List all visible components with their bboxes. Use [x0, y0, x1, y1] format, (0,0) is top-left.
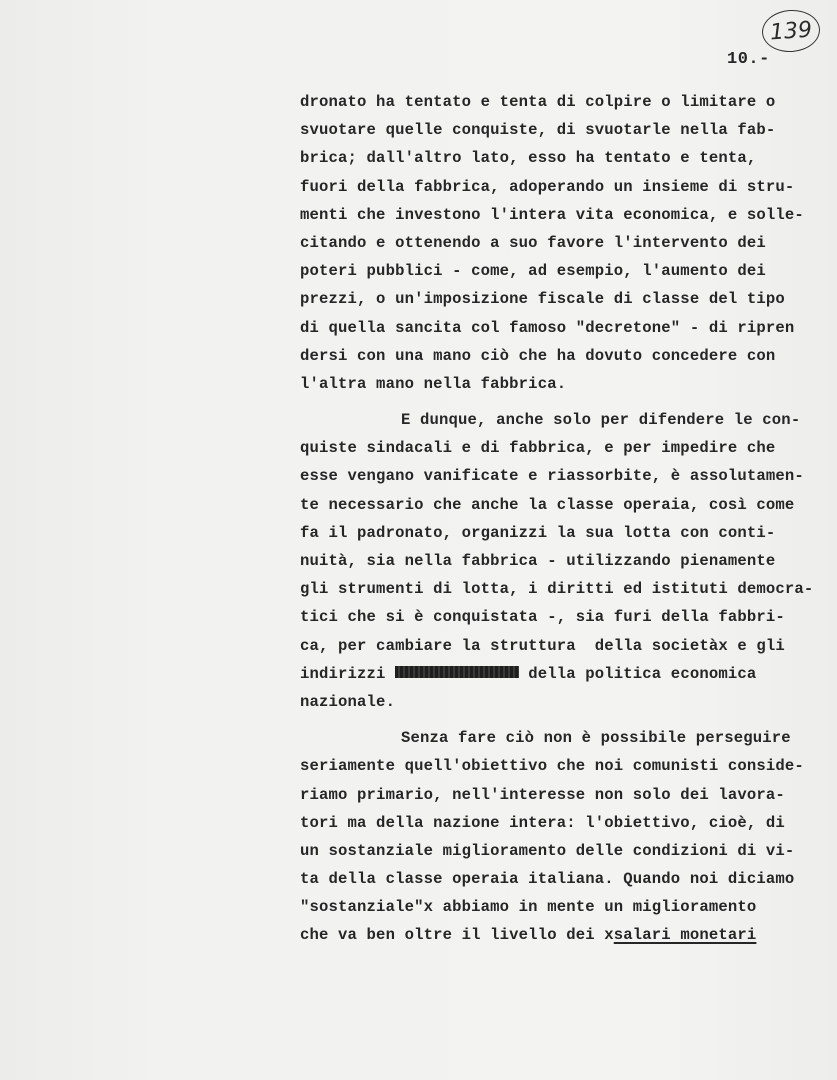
text-line: fuori della fabbrica, adoperando un insieme di stru- [300, 177, 795, 196]
text-line: gli strumenti di lotta, i diritti ed istituti democra- [300, 580, 814, 599]
struck-out-text [395, 666, 519, 678]
text-line [300, 660, 820, 688]
archive-page-stamp: 139 [761, 8, 822, 54]
text-line: seriamente quell'obiettivo che noi comunisti conside- [300, 757, 804, 776]
underlined-text: salari monetari [613, 926, 757, 945]
text-line: poteri pubblici - come, ad esempio, l'aumento dei [300, 262, 766, 281]
text-segment: della politica economica [518, 664, 757, 683]
text-line: brica; dall'altro lato, esso ha tentato e tenta, [300, 149, 757, 168]
text-line: te necessario che anche la classe operaia, così come [300, 495, 795, 514]
text-line: nazionale. [300, 692, 396, 711]
text-line: quiste sindacali e di fabbrica, e per impedire che [300, 439, 776, 458]
text-line: prezzi, o un'imposizione fiscale di classe del tipo [300, 290, 785, 309]
paragraph [300, 406, 820, 716]
text-line: ca, per cambiare la struttura della societàx e gli [300, 636, 785, 655]
text-line: dersi con una mano ciò che ha dovuto concedere con [300, 346, 776, 365]
text-line: ta della classe operaia italiana. Quando noi diciamo [300, 870, 795, 889]
typewritten-body [300, 88, 820, 950]
text-line: riamo primario, nell'interesse non solo dei lavora- [300, 785, 785, 804]
page-number: 10.- [727, 50, 770, 69]
text-segment: indirizzi [300, 664, 396, 683]
text-line: E dunque, anche solo per difendere le con- [401, 411, 801, 430]
text-line: menti che investono l'intera vita economica, e solle- [300, 205, 804, 224]
text-line: "sostanziale"x abbiamo in mente un miglioramento [300, 898, 757, 917]
text-line: nuità, sia nella fabbrica - utilizzando pienamente [300, 552, 776, 570]
correction-mark: x [604, 926, 614, 945]
text-line: dronato ha tentato e tenta di colpire o limitare o [300, 93, 776, 111]
text-segment: che va ben oltre il livello dei [300, 926, 605, 945]
text-line: un sostanziale miglioramento delle condizioni di vi- [300, 841, 795, 860]
text-line: fa il padronato, organizzi la sua lotta con conti- [300, 523, 776, 542]
text-line: tici che si è conquistata -, sia furi della fabbri- [300, 608, 785, 627]
text-line [300, 921, 820, 949]
text-line: citando e ottenendo a suo favore l'intervento dei [300, 233, 766, 252]
text-line: tori ma della nazione intera: l'obiettivo, cioè, di [300, 813, 785, 832]
paragraph [300, 88, 820, 398]
text-line: svuotare quelle conquiste, di svuotarle nella fab- [300, 121, 776, 140]
text-line: Senza fare ciò non è possibile perseguire [401, 729, 791, 748]
text-line: esse vengano vanificate e riassorbite, è assolutamen- [300, 467, 804, 486]
paragraph [300, 724, 820, 950]
text-line: di quella sancita col famoso "decretone" - di ripren [300, 318, 795, 337]
text-line: l'altra mano nella fabbrica. [300, 374, 567, 393]
